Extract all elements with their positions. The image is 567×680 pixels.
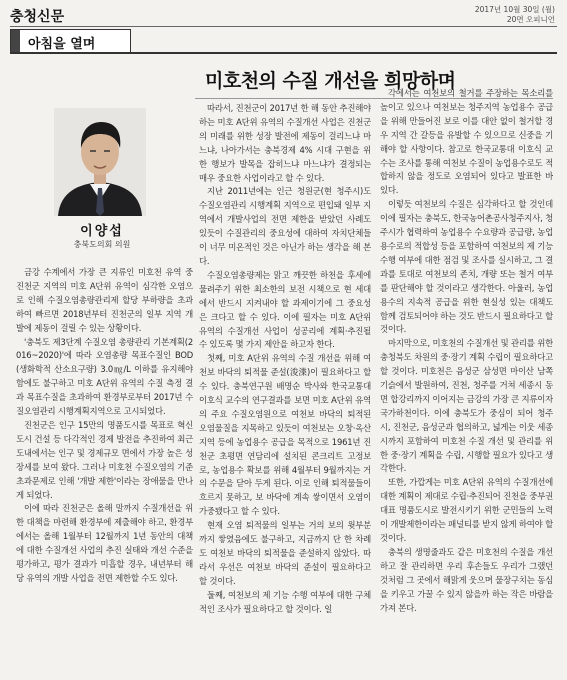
paragraph: 지난 2011년에는 인근 청원군(현 청주시)도 수질오염관리 시행계획 지역으로 편입돼 일부 지역에서 개발사업의 전면 제한을 받았던 사례도 있듯이 수질관리의 중요성에 대하여 자치단체들이 너무 미온적인 것은 아닌가 하는 생각을 해 본다. [199,186,371,266]
author-name: 이양섭 [80,224,124,239]
paragraph: 또한, 가깝게는 미호 A단위 유역의 수질개선에 대한 계획이 제대로 수립·추진되어 진천을 중부권 대표 명품도시로 발전시키기 위한 군민들의 노력이 개발제한이라는 패널티를 받지 않게 하여야 할 것이다. [380,477,553,543]
author-portrait-icon [54,108,146,216]
paragraph: 각에서는 여천보의 철거를 주장하는 목소리를 높이고 있으나 여천보는 청주지역 농업용수 공급을 위해 만들어진 보로 이를 대안 없이 철거할 경우 지역 간 갈등을 유발할 수 있으므로 신중을 기해야 할 사항이다. 참고로 한국교통대 이호식 교수는 조사를 통해 여천보 수질이 농업용수로도 적합하지 않을 정도로 오염되어 있다고 발표한 바 있다. [380,88,553,196]
issue-date: 2017년 10월 30일 (월) [474,5,555,14]
article-column-1 [16,266,193,676]
article-headline: 미호천의 수질 개선을 희망하며 [205,70,456,92]
paragraph: 진천군은 인구 15만의 명품도시를 목표로 혁신도시 건설 등 다각적인 경제 발전을 추진하여 최근 도내에서는 인구 및 경제규모 면에서 가장 높은 성장세를 보여 왔다. 그러나 미호천 수질오염의 기준 초과문제로 인해 '개발 제한'이라는 장애물을 만나게 되었다. [16,419,193,500]
article-column-2 [199,102,371,678]
page-section: 20면 오피니언 [506,15,555,24]
paragraph: 수질오염총량제는 맑고 깨끗한 하천을 후세에 물려주기 위한 최소한의 보전 시책으로 현 세대에서 반드시 지켜내야 할 과제이기에 그 중요성은 크다고 할 수 있다. 이에 필자는 미호 A단위 유역의 수질개선 사업이 성공리에 계획·추진될 수 있도록 몇 가지 제안을 하고자 한다. [199,269,371,350]
paragraph: 현재 오염 퇴적물의 일부는 거의 보의 윗부분까지 쌓였음에도 불구하고, 지금까지 단 한 차례도 여천보 바닥의 퇴적물을 준설하지 않았다. 따라서 우선은 여천보 바닥의 준설이 필요하다고 할 것이다. [199,520,371,586]
paragraph: 마지막으로, 미호천의 수질개선 및 관리를 위한 충청북도 차원의 중·장기 계획 수립이 필요하다고 할 것이다. 미호천은 음성군 삼성면 마이산 남쪽 기슭에서 발원하여, 진천, 청주를 거쳐 세종시 동면 합강리까지 이어지는 금강의 가장 큰 지류이자 국가하천이다. 이에 충북도가 중심이 되어 청주시, 진천군, 음성군과 협의하고, 넓게는 이웃 세종시까지 포함하여 미호천 수질 개선 및 관리를 위한 중·장기 계획을 수립, 시행할 필요가 있다고 생각한다. [380,338,553,474]
section-rule [10,52,557,54]
section-bar [11,30,20,52]
paragraph: 따라서, 진천군이 2017년 한 해 동안 추진해야 하는 미호 A단위 유역의 수질개선 사업은 진천군의 미래를 위한 성장 발전에 제동이 걸리느냐 마느냐, 나아가서는 충북경제 4% 시대 구현을 위한 행보가 발목을 잡히느냐 마느냐가 결정되는 매우 중요한 사업이라고 할 수 있다. [199,103,371,183]
article-column-3 [380,87,553,678]
section-label-box [10,29,131,53]
paragraph: 첫째, 미호 A단위 유역의 수질 개선을 위해 여천보 바닥의 퇴적물 준설(浚渫)이 필요하다고 할 수 있다. 충북연구원 배명순 박사와 한국교통대 이호식 교수의 연구결과를 보면 미호 A단위 유역의 주요 수질오염원으로 여천보 바닥의 퇴적된 오염물질을 지목하고 있듯이 여천보는 오창·옥산 지역 등에 농업용수 공급을 목적으로 1961년 진천군 초평면 연담리에 설치된 콘크리트 고정보로, 농업용수 확보를 위해 4월부터 9월까지는 거의 수문을 닫아 두게 된다. 이로 인해 퇴적물들이 흐르지 못하고, 보 바닥에 계속 쌓이면서 오염이 가중됐다고 할 수 있다. [199,353,371,517]
newspaper-masthead: 충청신문 [10,9,65,25]
paragraph: 금강 수계에서 가장 큰 지류인 미호천 유역 중 진천군 지역의 미호 A단위 유역이 심각한 오염으로 인해 수질오염총량관리제 할당 부하량을 초과하여 빠르면 2018년부터 진천군의 일부 지역 개발에 제동이 걸릴 수 있는 상황이다. [16,267,193,333]
dateline [475,5,555,25]
section-label: 아침을 열며 [28,37,96,52]
paragraph: '충북도 제3단계 수질오염 총량관리 기본계획(2016~2020)'에 따라 오염총량 목표수질인 BOD(생화학적 산소요구량) 3.0㎎/L 이하를 유지해야 함에도 불구하고 미호 A단위 유역의 수질 측정 결과 목표수질을 초과하여 환경부로부터 2017년 수질오염관리 시행계획지역으로 고시되었다. [16,336,193,417]
author-photo [54,108,146,216]
top-rule [10,26,557,27]
paragraph: 충북의 생명줄과도 같은 미호천의 수질을 개선하고 잘 관리하면 우리 후손들도 우리가 그랬던 것처럼 그 곳에서 해맑게 웃으며 물장구치는 동심을 키우고 가꿀 수 있지 않을까 하는 작은 바람을 가져 본다. [380,546,553,613]
paragraph: 이렇듯 여천보의 수질은 심각하다고 할 것인데 이에 필자는 충북도, 한국농어촌공사청주지사, 청주시가 협력하여 농업용수 수요량과 공급량, 농업용수로의 적합성 등을 포함하여 여천보의 제 기능 수행 여부에 대한 점검 및 조사를 실시하고, 그 결과를 토대로 여천보의 존치, 개량 또는 철거 여부를 판단해야 할 것이라고 생각한다. 아울러, 농업용수의 지속적 공급을 위한 현실성 있는 대책도 함께 검토되어야 하는 것도 반드시 필요하다고 할 것이다. [380,199,553,335]
author-title: 충북도의회 의원 [73,240,131,249]
paragraph: 둘째, 여천보의 제 기능 수행 여부에 대한 구체적인 조사가 필요하다고 할 것이다. 일 [199,589,371,614]
paragraph: 이에 따라 진천군은 올해 말까지 수질개선을 위한 대책을 마련해 환경부에 제출해야 하고, 환경부에서는 올해 1월부터 12월까지 1년 동안의 대책에 대한 수질개선 사업의 추진 실태와 개선 수준을 평가하고, 평가 결과가 미흡할 경우, 내년부터 해당 유역의 개발 사업을 전면 제한할 수도 있다. [16,503,193,583]
